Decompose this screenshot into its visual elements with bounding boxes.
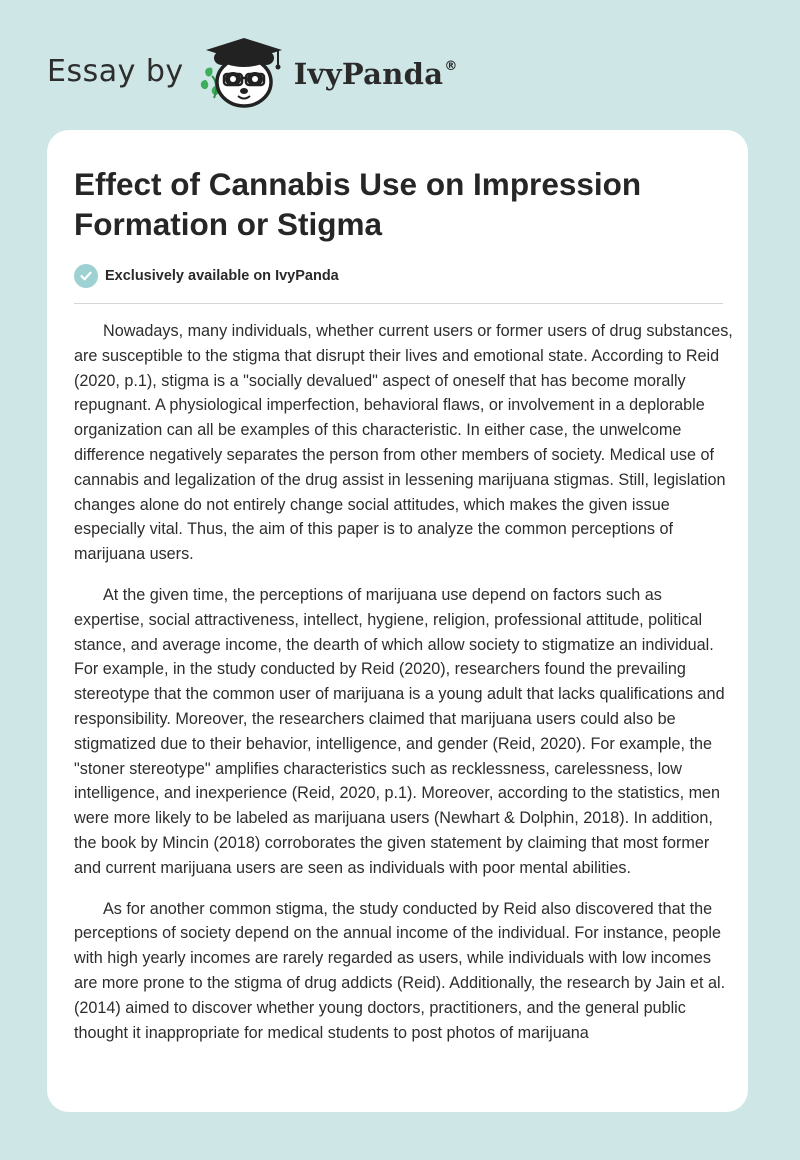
paragraph: As for another common stigma, the study conducted by Reid also discovered that the perceptions of society depend on the annual income of the individual. For instance, people with high yearly incomes are rarely regarded as users, while individuals with low incomes are more prone to the stigma of drug addicts (Reid). Additionally, the research by Jain et al. (2014) aimed to discover whether young doctors, practitioners, and the general public thought it inappropriate for medical students to post photos of marijuana bbox=[74, 899, 726, 1042]
panda-graduation-cap-icon bbox=[198, 36, 290, 110]
divider bbox=[74, 303, 723, 304]
paragraph: At the given time, the perceptions of marijuana use depend on factors such as expertise, social attractiveness, intellect, hygiene, religion, professional attitude, political stance, and average income, the dearth of which allow society to stigmatize an individual. For example, in the study conducted by Reid (2020), researchers found the prevailing stereotype that the common user of marijuana is a young adult that lacks qualifications and responsibility. Moreover, the researchers claimed that marijuana users could also be stigmatized due to their behavior, intelligence, and gender (Reid, 2020). For example, the "stoner stereotype" amplifies characteristics such as recklessness, carelessness, low intelligence, and inexperience (Reid, 2020, p.1). Moreover, according to the statistics, men were more likely to be labeled as marijuana users (Newhart & Dolphin, 2018). In addition, the book by Mincin (2018) corroborates the given statement by claiming that most former and current marijuana users are seen as individuals with poor mental abilities. bbox=[74, 585, 725, 877]
essay-card bbox=[47, 130, 748, 1112]
exclusive-badge bbox=[74, 264, 339, 288]
essay-by-label: Essay by bbox=[47, 53, 184, 89]
site-header bbox=[47, 36, 458, 110]
brand-name-text: IvyPanda bbox=[293, 57, 444, 91]
exclusive-label: Exclusively available on IvyPanda bbox=[105, 268, 339, 284]
brand-name bbox=[294, 57, 458, 91]
ivypanda-logo[interactable] bbox=[198, 36, 458, 110]
paragraph: Nowadays, many individuals, whether current users or former users of drug substances, are susceptible to the stigma that disrupt their lives and emotional state. According to Reid (2020, p.1), stigma is a "socially devalued" aspect of oneself that has become morally repugnant. A physiological imperfection, behavioral flaws, or involvement in a deplorable organization can all be examples of this characteristic. In either case, the unwelcome difference negatively separates the person from other members of society. Medical use of cannabis and legalization of the drug assist in lessening marijuana stigmas. Still, legislation changes alone do not entirely change social attitudes, which makes the given issue especially vital. Thus, the aim of this paper is to analyze the common perceptions of marijuana users. bbox=[74, 322, 733, 564]
check-circle-icon bbox=[74, 264, 98, 288]
essay-title: Effect of Cannabis Use on Impression Formation or Stigma bbox=[74, 166, 642, 242]
essay-body bbox=[74, 319, 734, 1061]
registered-mark: ® bbox=[444, 59, 458, 74]
